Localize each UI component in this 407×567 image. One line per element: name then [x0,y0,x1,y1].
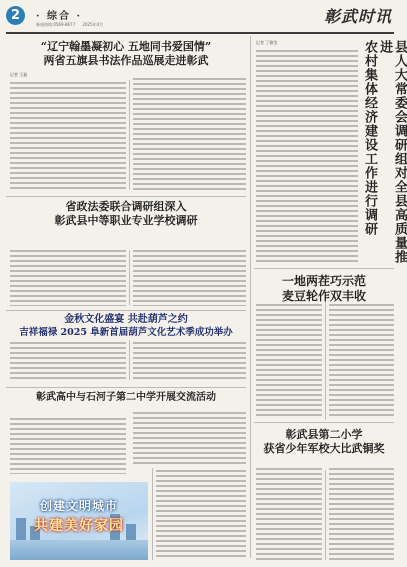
article-2-title-line2: 彰武县中等职业专业学校调研 [54,213,198,227]
article-7-title-line1: 彰武县第二小学 [285,428,363,441]
article-3-body-col1 [10,342,126,382]
column-divider [129,80,130,190]
column-divider [152,468,153,560]
article-4-body-col2 [133,412,246,464]
article-6-body-col2 [329,304,394,418]
article-5-vertical-line1: 县人大常委会调研组对全县高质量推进 [377,40,407,264]
issue-date: 2025年4月 [82,22,104,27]
column-divider [129,250,130,305]
article-6-title-line1: 一地两茬巧示范 [281,274,366,288]
column-divider [250,36,251,558]
article-7-body-col2 [329,468,394,560]
article-4-body-col1 [10,418,126,474]
section-divider [254,422,394,423]
article-6-body-col1 [256,304,322,418]
masthead-meta [36,22,109,28]
article-5-byline: 记者 丁雅莹 [256,40,278,45]
column-divider [325,470,326,560]
article-1-title-line1: “辽宁翰墨凝初心 五地同书爱国情” [40,40,212,53]
civic-banner-image [10,482,148,560]
banner-line2: 共建美好家园 [34,518,124,534]
column-divider [325,300,326,420]
article-7-headline [254,428,394,456]
column-divider [129,340,130,380]
article-2-headline [8,200,244,228]
article-1-body-col1 [10,82,126,190]
article-2-title-line1: 省政法委联合调研组深入 [65,200,187,213]
section-divider [254,268,394,269]
page-number: 2 [6,6,25,25]
paper-name: 彰武时讯 [323,7,392,26]
section-divider [6,196,246,197]
article-7-body-col1 [256,468,322,560]
article-1-headline [8,40,244,68]
article-6-title-line2: 麦豆轮作双丰收 [281,289,366,303]
masthead [0,0,400,34]
section-divider [6,387,246,388]
article-5-vertical-line2: 农村集体经济建设工作进行调研 [362,40,377,236]
article-1-title-line2: 两省五旗县书法作品巡展走进彰武 [43,53,209,67]
article-3-headline [8,314,244,338]
cityline [10,540,148,560]
article-1-body-col2 [133,78,246,190]
article-2-body-col1 [10,250,126,306]
masthead-rule [6,32,394,34]
article-3-body-col2 [133,342,246,382]
article-2-body-col2 [133,250,246,306]
article-4-title: 彰武高中与石河子第二中学开展交流活动 [36,392,216,403]
banner-line1: 创建文明城市 [39,499,118,513]
article-1-byline: 记者 王磊 [10,72,28,77]
article-4-headline [8,392,244,405]
section-label: · 综合 · [36,11,82,22]
article-6-headline [254,274,394,304]
article-3-title-line2: 吉祥福禄 2025 阜新首届葫芦文化艺术季成功举办 [19,326,233,338]
article-5-body [256,50,358,264]
article-3-title-line1: 金秋文化盛宴 共赴葫芦之约 [64,314,188,325]
hotline: 新闻热线:0569-8677 [36,22,76,27]
article-7-title-line2: 获省少年军校大比武铜奖 [263,441,385,455]
section-divider [6,310,246,311]
article-5-vertical-headline [362,40,407,266]
article-4-body-col3 [156,470,246,560]
